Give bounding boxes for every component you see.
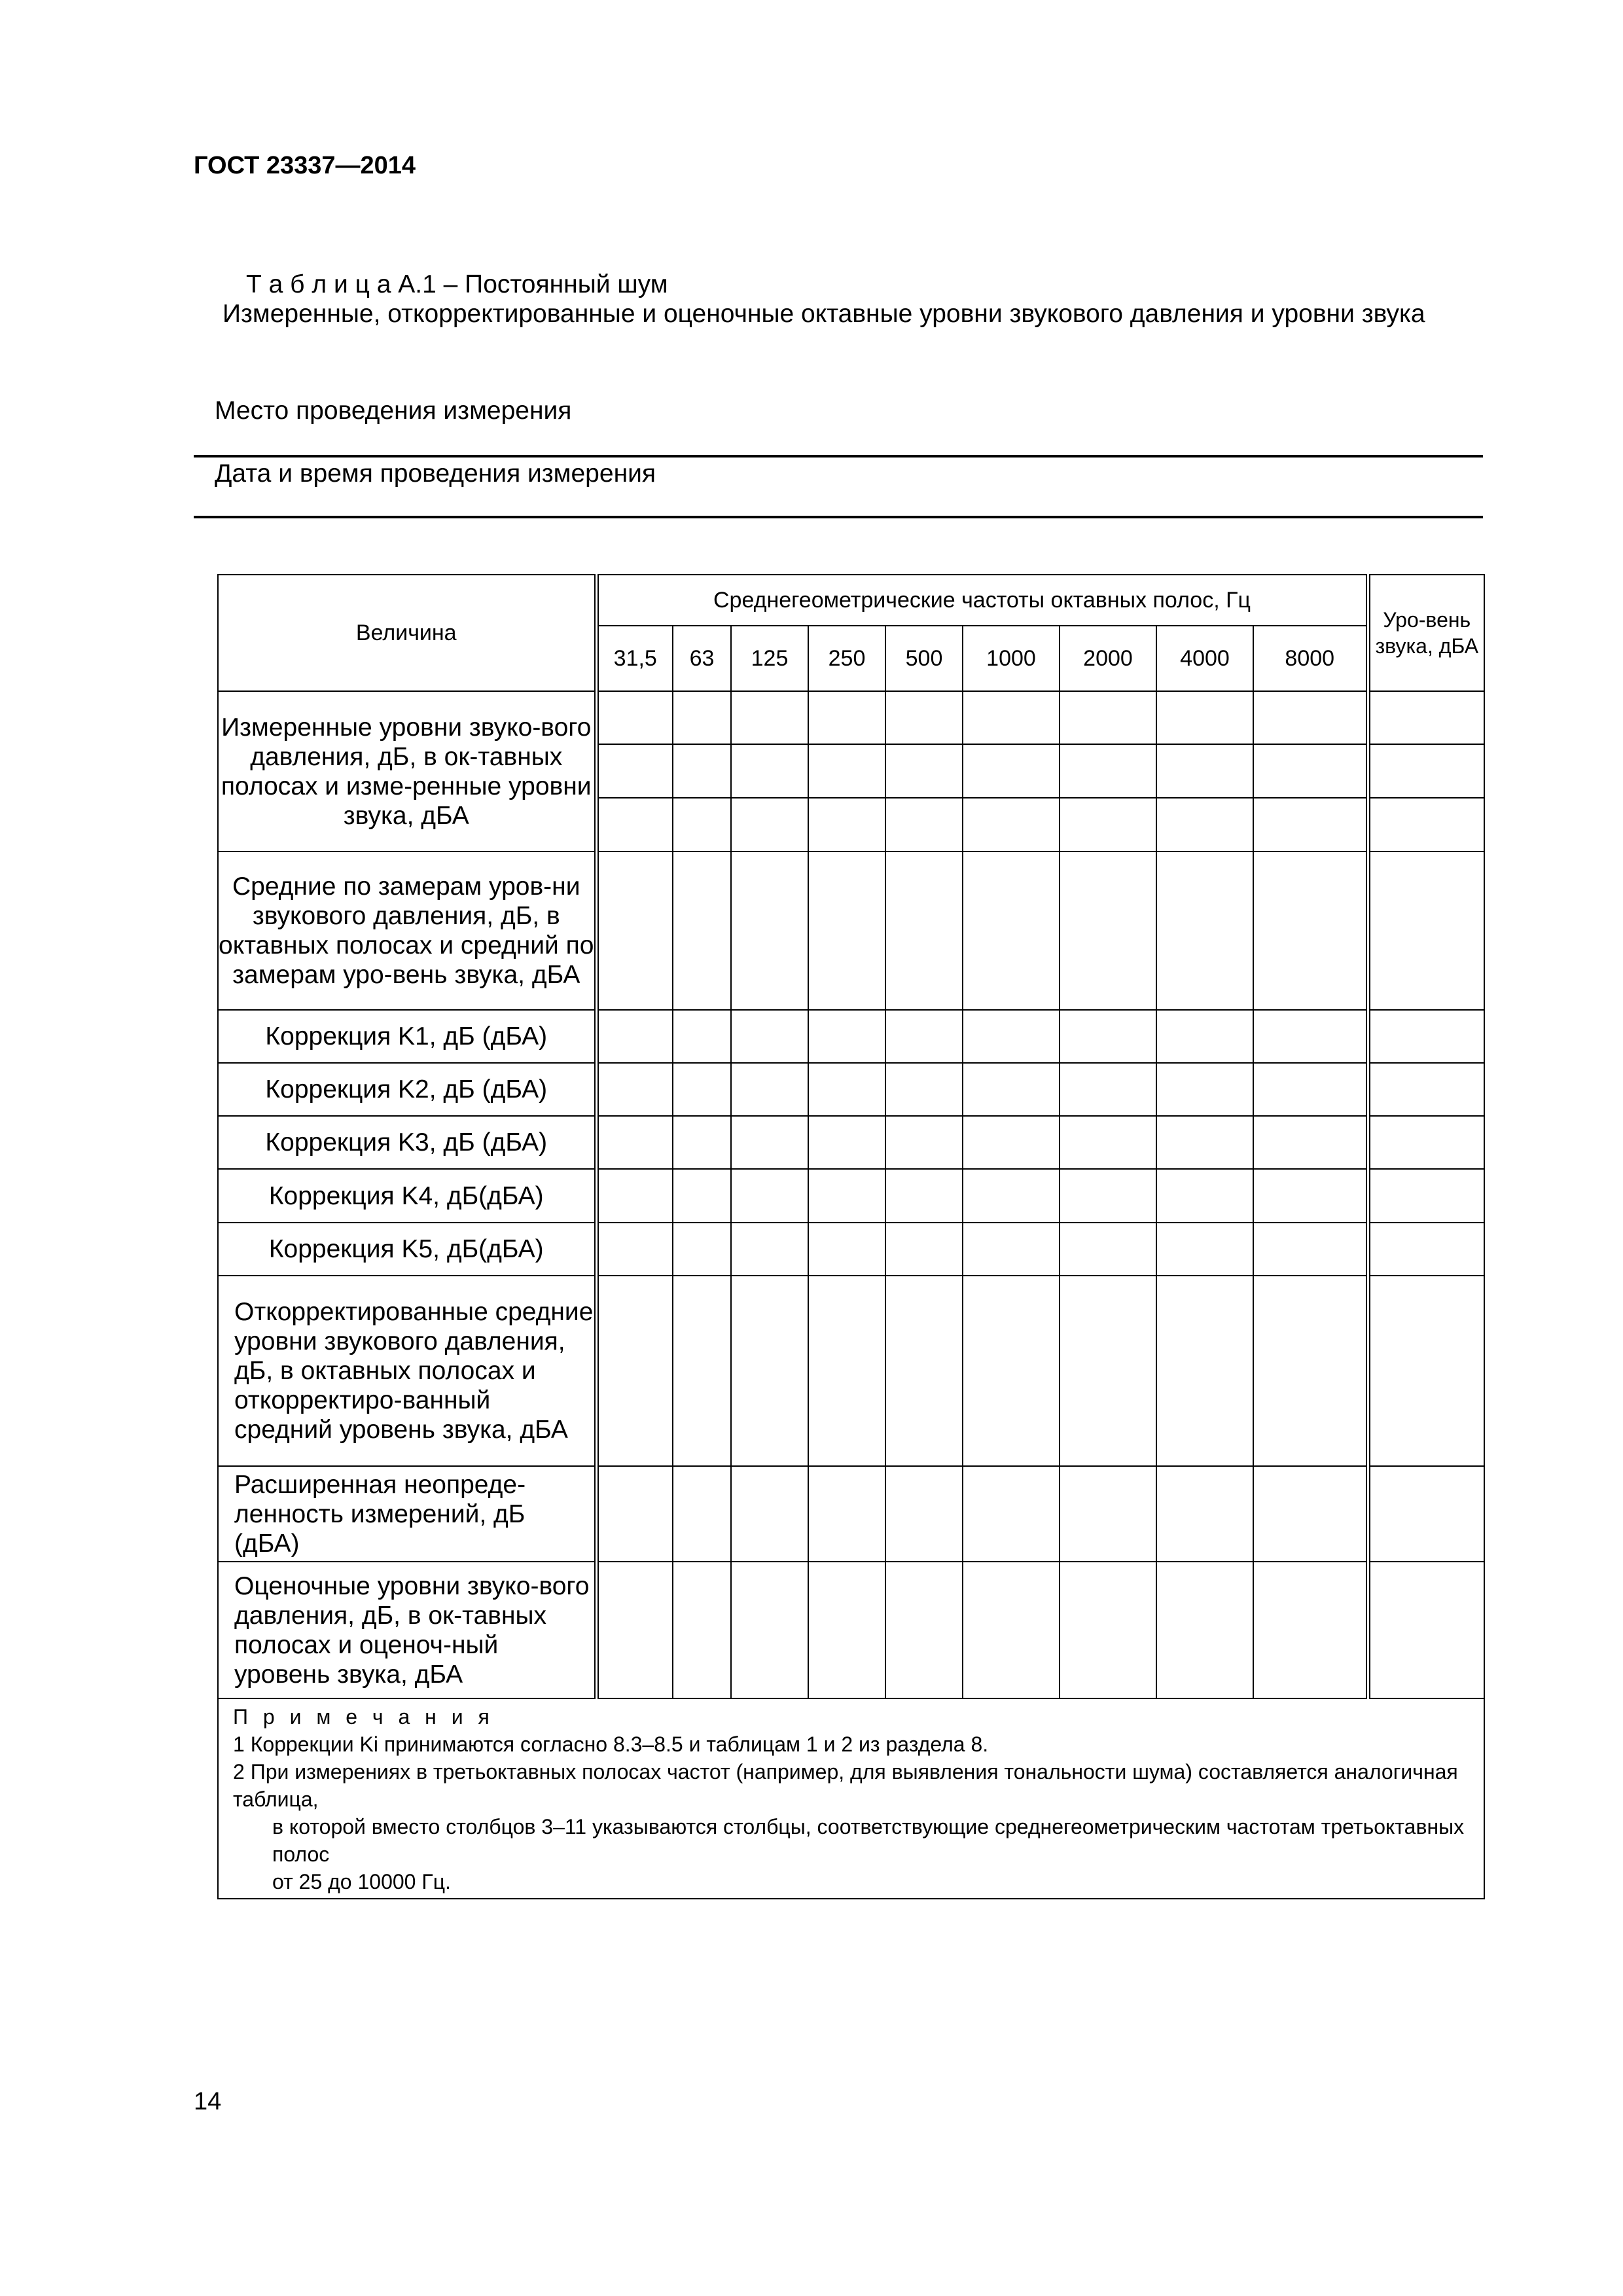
data-cell[interactable] (1060, 1223, 1156, 1276)
data-cell[interactable] (1060, 1116, 1156, 1169)
notes-heading: П р и м е ч а н и я (233, 1705, 494, 1729)
data-cell[interactable] (963, 1276, 1060, 1466)
note-line: 2 При измерениях в третьоктавных полосах частот (например, для выявления тональности шума) составляется аналогичная таблица, (233, 1760, 1458, 1811)
data-cell[interactable] (885, 1223, 963, 1276)
data-cell[interactable] (673, 1466, 731, 1562)
data-cell[interactable] (808, 691, 885, 744)
row-quantity-label: Оценочные уровни звуко-вого давления, дБ, в ок-тавных полосах и оценоч-ный уровень звука, дБА (218, 1562, 596, 1698)
data-cell[interactable] (1368, 1063, 1484, 1116)
note-line: от 25 до 10000 Гц. (272, 1870, 451, 1893)
data-cell[interactable] (1253, 1063, 1368, 1116)
data-cell[interactable] (885, 798, 963, 852)
data-cell[interactable] (1368, 852, 1484, 1010)
data-cell[interactable] (596, 1276, 673, 1466)
header-frequency-group: Среднегеометрические частоты октавных полос, Гц (596, 575, 1368, 626)
table-row (218, 1116, 1484, 1169)
row-quantity-label: Коррекция K2, дБ (дБА) (218, 1063, 596, 1116)
data-cell[interactable] (1368, 798, 1484, 852)
data-cell[interactable] (1156, 744, 1253, 798)
table-row (218, 1466, 1484, 1562)
data-cell[interactable] (731, 744, 808, 798)
data-cell[interactable] (731, 852, 808, 1010)
measurement-place-label: Место проведения измерения (215, 397, 572, 425)
data-cell[interactable] (808, 1063, 885, 1116)
data-cell[interactable] (596, 744, 673, 798)
data-cell[interactable] (1156, 1063, 1253, 1116)
header-sound-level: Уро-вень звука, дБА (1368, 575, 1484, 691)
data-cell[interactable] (673, 852, 731, 1010)
table-notes (218, 1698, 1484, 1899)
data-cell[interactable] (673, 1562, 731, 1698)
data-cell[interactable] (1253, 1010, 1368, 1063)
data-cell[interactable] (731, 1169, 808, 1223)
data-cell[interactable] (1156, 1010, 1253, 1063)
data-cell[interactable] (731, 1010, 808, 1063)
data-cell[interactable] (673, 798, 731, 852)
table-row (218, 1063, 1484, 1116)
data-cell[interactable] (1253, 744, 1368, 798)
row-quantity-label: Коррекция K4, дБ(дБА) (218, 1169, 596, 1223)
table-row (218, 1010, 1484, 1063)
data-cell[interactable] (596, 1063, 673, 1116)
data-cell[interactable] (673, 1276, 731, 1466)
data-cell[interactable] (1253, 1169, 1368, 1223)
data-cell[interactable] (596, 1116, 673, 1169)
table-row (218, 1562, 1484, 1698)
row-quantity-label: Откорректированные средние уровни звукового давления, дБ, в октавных полосах и откорректиро-ванный средний уровень звука, дБА (218, 1276, 596, 1466)
data-cell[interactable] (1368, 1116, 1484, 1169)
data-cell[interactable] (596, 1169, 673, 1223)
data-cell[interactable] (885, 1169, 963, 1223)
data-cell[interactable] (1253, 1562, 1368, 1698)
data-cell[interactable] (1368, 1466, 1484, 1562)
measurement-datetime-line[interactable] (194, 516, 1483, 518)
data-cell[interactable] (885, 852, 963, 1010)
notes-row (218, 1698, 1484, 1899)
header-frequency: 500 (885, 626, 963, 691)
data-cell[interactable] (1060, 1063, 1156, 1116)
data-cell[interactable] (808, 798, 885, 852)
data-cell[interactable] (1368, 1223, 1484, 1276)
row-quantity-label: Коррекция K5, дБ(дБА) (218, 1223, 596, 1276)
data-cell[interactable] (1368, 1010, 1484, 1063)
data-cell[interactable] (596, 852, 673, 1010)
header-frequency: 2000 (1060, 626, 1156, 691)
data-cell[interactable] (1060, 1010, 1156, 1063)
data-cell[interactable] (1253, 1223, 1368, 1276)
data-cell[interactable] (963, 744, 1060, 798)
data-cell[interactable] (596, 798, 673, 852)
data-cell[interactable] (963, 1223, 1060, 1276)
data-cell[interactable] (885, 744, 963, 798)
data-cell[interactable] (808, 852, 885, 1010)
data-cell[interactable] (1156, 1169, 1253, 1223)
data-cell[interactable] (731, 1223, 808, 1276)
data-cell[interactable] (1156, 691, 1253, 744)
row-quantity-label: Коррекция K3, дБ (дБА) (218, 1116, 596, 1169)
table-row (218, 852, 1484, 1010)
data-cell[interactable] (808, 1010, 885, 1063)
data-cell[interactable] (1060, 1562, 1156, 1698)
data-cell[interactable] (596, 1010, 673, 1063)
data-cell[interactable] (1060, 798, 1156, 852)
data-cell[interactable] (1156, 798, 1253, 852)
header-frequency: 250 (808, 626, 885, 691)
document-header: ГОСТ 23337—2014 (194, 152, 416, 179)
data-cell[interactable] (1156, 852, 1253, 1010)
data-cell[interactable] (1060, 852, 1156, 1010)
data-cell[interactable] (1253, 1276, 1368, 1466)
noise-table (217, 574, 1485, 1899)
data-cell[interactable] (963, 852, 1060, 1010)
data-cell[interactable] (1253, 1466, 1368, 1562)
data-cell[interactable] (596, 1562, 673, 1698)
table-caption (223, 270, 1499, 329)
measurement-place-line[interactable] (194, 455, 1483, 457)
data-cell[interactable] (1156, 1276, 1253, 1466)
data-cell[interactable] (963, 1116, 1060, 1169)
data-cell[interactable] (1368, 1169, 1484, 1223)
data-cell[interactable] (808, 1169, 885, 1223)
header-frequency: 4000 (1156, 626, 1253, 691)
data-cell[interactable] (1368, 1562, 1484, 1698)
data-cell[interactable] (963, 1063, 1060, 1116)
data-cell[interactable] (596, 1223, 673, 1276)
data-cell[interactable] (596, 691, 673, 744)
table-row (218, 1169, 1484, 1223)
data-cell[interactable] (963, 1466, 1060, 1562)
data-cell[interactable] (1060, 744, 1156, 798)
data-cell[interactable] (673, 691, 731, 744)
data-cell[interactable] (963, 798, 1060, 852)
table-row (218, 691, 1484, 744)
data-cell[interactable] (885, 1466, 963, 1562)
data-cell[interactable] (885, 1276, 963, 1466)
data-cell[interactable] (673, 1063, 731, 1116)
data-cell[interactable] (1368, 691, 1484, 744)
data-cell[interactable] (673, 1223, 731, 1276)
table-row (218, 1223, 1484, 1276)
table-subtitle: Измеренные, откорректированные и оценочные октавные уровни звукового давления и уровни звука (223, 300, 1425, 328)
data-cell[interactable] (885, 691, 963, 744)
data-cell[interactable] (731, 798, 808, 852)
data-cell[interactable] (731, 1116, 808, 1169)
header-frequency: 8000 (1253, 626, 1368, 691)
data-cell[interactable] (731, 691, 808, 744)
data-cell[interactable] (1253, 798, 1368, 852)
header-frequency: 1000 (963, 626, 1060, 691)
data-cell[interactable] (731, 1276, 808, 1466)
data-cell[interactable] (673, 1116, 731, 1169)
header-frequency: 125 (731, 626, 808, 691)
data-cell[interactable] (1060, 1466, 1156, 1562)
data-cell[interactable] (731, 1466, 808, 1562)
data-cell[interactable] (673, 1010, 731, 1063)
data-cell[interactable] (1060, 1276, 1156, 1466)
header-frequency: 63 (673, 626, 731, 691)
data-cell[interactable] (1060, 691, 1156, 744)
header-frequency: 31,5 (596, 626, 673, 691)
note-line: 1 Коррекции Ki принимаются согласно 8.3–8.5 и таблицам 1 и 2 из раздела 8. (233, 1732, 989, 1756)
note-line: в которой вместо столбцов 3–11 указываются столбцы, соответствующие среднегеометрическим частотам третьоктавных полос (272, 1815, 1465, 1866)
data-cell[interactable] (808, 1276, 885, 1466)
data-cell[interactable] (731, 1562, 808, 1698)
data-cell[interactable] (1253, 1116, 1368, 1169)
data-cell[interactable] (731, 1063, 808, 1116)
data-cell[interactable] (1060, 1169, 1156, 1223)
data-cell[interactable] (673, 1169, 731, 1223)
row-quantity-label: Измеренные уровни звуко-вого давления, дБ, в ок-тавных полосах и изме-ренные уровни звука, дБА (218, 691, 596, 852)
data-cell[interactable] (885, 1116, 963, 1169)
data-cell[interactable] (1253, 691, 1368, 744)
data-cell[interactable] (596, 1466, 673, 1562)
data-cell[interactable] (885, 1063, 963, 1116)
row-quantity-label: Коррекция K1, дБ (дБА) (218, 1010, 596, 1063)
data-cell[interactable] (963, 691, 1060, 744)
data-cell[interactable] (808, 1223, 885, 1276)
data-cell[interactable] (808, 744, 885, 798)
page-number: 14 (194, 2088, 222, 2115)
data-cell[interactable] (1156, 1223, 1253, 1276)
data-cell[interactable] (808, 1466, 885, 1562)
data-cell[interactable] (1368, 1276, 1484, 1466)
data-cell[interactable] (963, 1010, 1060, 1063)
data-cell[interactable] (963, 1169, 1060, 1223)
data-cell[interactable] (885, 1010, 963, 1063)
row-quantity-label: Средние по замерам уров-ни звукового давления, дБ, в октавных полосах и средний по замерам уро-вень звука, дБА (218, 852, 596, 1010)
data-cell[interactable] (1368, 744, 1484, 798)
data-cell[interactable] (885, 1562, 963, 1698)
data-cell[interactable] (673, 744, 731, 798)
data-cell[interactable] (1156, 1116, 1253, 1169)
data-cell[interactable] (963, 1562, 1060, 1698)
table-row (218, 1276, 1484, 1466)
row-quantity-label: Расширенная неопреде-ленность измерений, дБ (дБА) (218, 1466, 596, 1562)
measurement-datetime-label: Дата и время проведения измерения (215, 459, 656, 488)
data-cell[interactable] (808, 1562, 885, 1698)
data-cell[interactable] (808, 1116, 885, 1169)
data-cell[interactable] (1253, 852, 1368, 1010)
data-cell[interactable] (1156, 1562, 1253, 1698)
header-quantity: Величина (218, 575, 596, 691)
data-cell[interactable] (1156, 1466, 1253, 1562)
table-title: Т а б л и ц а А.1 – Постоянный шум (246, 270, 668, 298)
